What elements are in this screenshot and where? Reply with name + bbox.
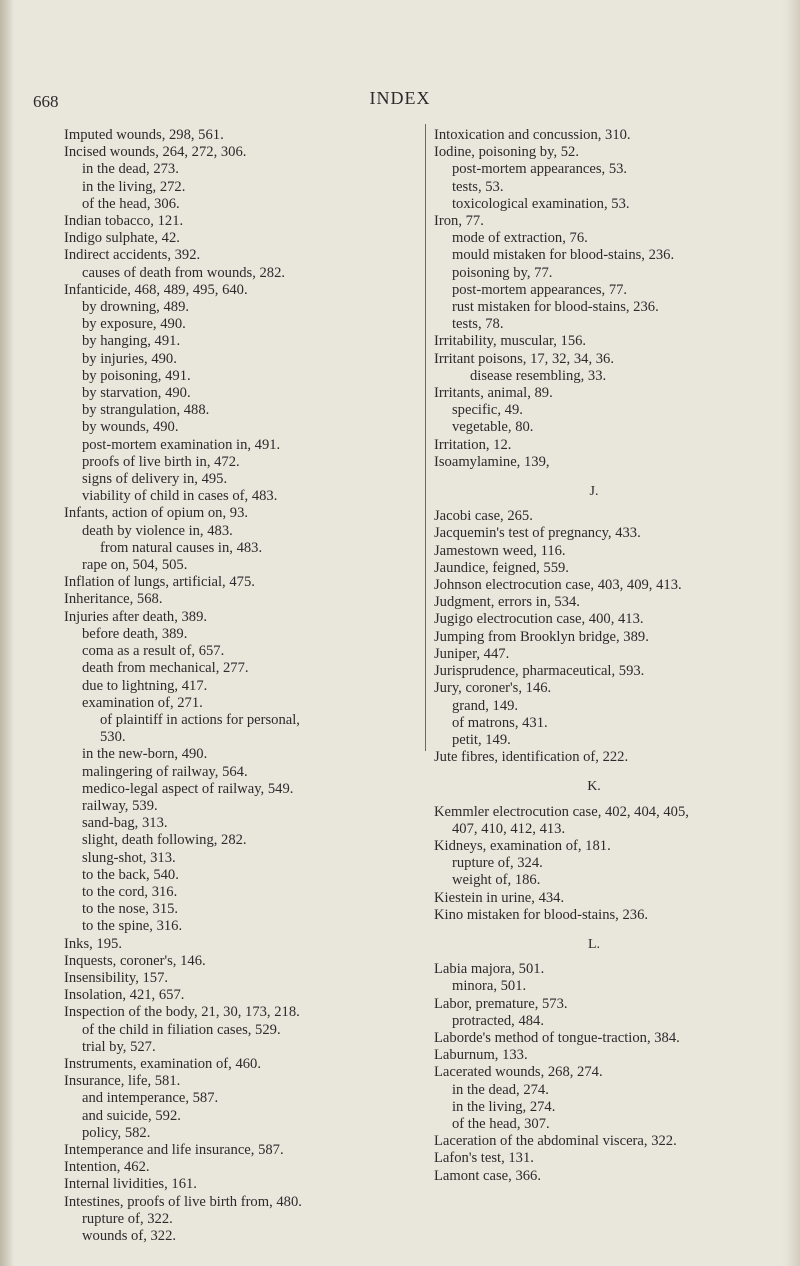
index-entry: Irritant poisons, 17, 32, 34, 36. (434, 350, 614, 367)
index-subentry: by hanging, 491. (82, 333, 181, 350)
index-subentry: rupture of, 322. (82, 1210, 173, 1227)
index-entry: Irritation, 12. (434, 436, 512, 453)
index-subentry: railway, 539. (82, 797, 158, 814)
section-letter: K. (587, 779, 601, 795)
index-subentry: slung-shot, 313. (82, 849, 176, 866)
index-entry: Indigo sulphate, 42. (64, 230, 180, 247)
index-subentry: trial by, 527. (82, 1038, 156, 1055)
index-subentry: policy, 582. (82, 1124, 151, 1141)
index-entry: Jacobi case, 265. (434, 508, 533, 525)
index-subentry: of plaintiff in actions for personal, (100, 711, 300, 728)
index-entry: Lamont case, 366. (434, 1167, 541, 1184)
index-subentry: wounds of, 322. (82, 1228, 177, 1244)
index-entry: Jacquemin's test of pregnancy, 433. (434, 525, 641, 542)
index-subentry: examination of, 271. (82, 694, 203, 711)
index-entry: Infants, action of opium on, 93. (64, 505, 249, 522)
index-entry: Juniper, 447. (434, 645, 510, 662)
index-entry: Jumping from Brooklyn bridge, 389. (434, 628, 649, 645)
index-subentry: in the living, 272. (82, 178, 186, 195)
index-entry: Laceration of the abdominal viscera, 322. (434, 1133, 677, 1150)
index-entry: Instruments, examination of, 460. (64, 1055, 261, 1072)
index-subentry: by starvation, 490. (82, 385, 191, 402)
index-entry: Insurance, life, 581. (64, 1073, 181, 1090)
index-entry: Incised wounds, 264, 272, 306. (64, 144, 247, 161)
index-subentry: due to lightning, 417. (82, 677, 208, 694)
index-subentry: in the living, 274. (452, 1098, 556, 1115)
index-subentry: by exposure, 490. (82, 316, 186, 333)
index-subentry: mould mistaken for blood-stains, 236. (452, 247, 675, 264)
index-entry: Inks, 195. (64, 935, 122, 952)
index-entry: Jury, coroner's, 146. (434, 680, 552, 697)
page-left-edge-shadow (0, 0, 14, 1266)
index-entry: Laborde's method of tongue-traction, 384. (434, 1029, 680, 1046)
index-subentry: medico-legal aspect of railway, 549. (82, 780, 294, 797)
index-subentry: by drowning, 489. (82, 299, 190, 316)
index-entry: Laburnum, 133. (434, 1047, 528, 1064)
index-entry: Injuries after death, 389. (64, 608, 208, 625)
index-subentry: death from mechanical, 277. (82, 660, 249, 677)
index-subentry: and intemperance, 587. (82, 1090, 219, 1107)
index-subentry: sand-bag, 313. (82, 815, 168, 832)
index-entry: Kidneys, examination of, 181. (434, 837, 611, 854)
index-entry: Inquests, coroner's, 146. (64, 952, 206, 969)
index-entry: Intoxication and concussion, 310. (434, 127, 631, 143)
index-subentry: by injuries, 490. (82, 350, 177, 367)
index-subentry: post-mortem appearances, 53. (452, 161, 628, 178)
index-subentry: specific, 49. (452, 402, 523, 419)
index-entry: Jurisprudence, pharmaceutical, 593. (434, 663, 645, 680)
index-entry: Insolation, 421, 657. (64, 987, 185, 1004)
index-entry: Infanticide, 468, 489, 495, 640. (64, 281, 248, 298)
index-subentry: weight of, 186. (452, 872, 541, 889)
index-entry: Isoamylamine, 139, (434, 453, 550, 470)
index-entry: Lafon's test, 131. (434, 1150, 534, 1167)
page-number: 668 (33, 92, 59, 111)
index-subentry: coma as a result of, 657. (82, 643, 225, 660)
index-entry: Kino mistaken for blood-stains, 236. (434, 906, 649, 923)
index-subentry: vegetable, 80. (452, 419, 534, 436)
index-entry: Kemmler electrocution case, 402, 404, 405, (434, 803, 689, 820)
index-subentry: signs of delivery in, 495. (82, 471, 228, 488)
index-subentry: post-mortem examination in, 491. (82, 436, 281, 453)
index-entry: Jamestown weed, 116. (434, 542, 566, 559)
index-entry: Intestines, proofs of live birth from, 480. (64, 1193, 302, 1210)
index-entry: Inflation of lungs, artificial, 475. (64, 574, 255, 591)
index-entry: Internal lividities, 161. (64, 1176, 197, 1193)
index-subentry: by poisoning, 491. (82, 367, 191, 384)
index-subentry: rape on, 504, 505. (82, 557, 188, 574)
index-subentry: rupture of, 324. (452, 855, 543, 872)
index-entry: Intention, 462. (64, 1159, 150, 1176)
index-subentry: malingering of railway, 564. (82, 763, 248, 780)
index-entry: Intemperance and life insurance, 587. (64, 1141, 284, 1158)
index-subentry: to the cord, 316. (82, 883, 178, 900)
index-subentry: post-mortem appearances, 77. (452, 281, 628, 298)
index-entry: Judgment, errors in, 534. (434, 594, 580, 611)
index-subentry: in the dead, 274. (452, 1081, 549, 1098)
section-letter: L. (587, 936, 601, 952)
index-subentry: before death, 389. (82, 625, 188, 642)
index-entry: Jaundice, feigned, 559. (434, 559, 569, 576)
index-entry: Jute fibres, identification of, 222. (434, 749, 629, 766)
running-head: INDEX (369, 88, 431, 108)
index-entry: Imputed wounds, 298, 561. (64, 127, 224, 143)
index-subentry: protracted, 484. (452, 1012, 544, 1029)
index-subentry: toxicological examination, 53. (452, 195, 630, 212)
index-entry: Indian tobacco, 121. (64, 213, 184, 230)
index-subentry: causes of death from wounds, 282. (82, 264, 286, 281)
column-divider (425, 124, 426, 751)
index-subentry: in the dead, 273. (82, 161, 179, 178)
index-subentry: and suicide, 592. (82, 1107, 181, 1124)
index-subentry: from natural causes in, 483. (100, 539, 263, 556)
index-subentry: poisoning by, 77. (452, 264, 553, 281)
index-subentry: to the nose, 315. (82, 901, 179, 918)
index-subentry: death by violence in, 483. (82, 522, 233, 539)
index-subentry: of the head, 307. (452, 1115, 550, 1132)
index-entry: Inheritance, 568. (64, 591, 163, 608)
index-subentry: viability of child in cases of, 483. (82, 488, 278, 505)
index-subentry: to the spine, 316. (82, 918, 183, 935)
index-subentry: mode of extraction, 76. (452, 230, 588, 247)
index-subentry: to the back, 540. (82, 866, 179, 883)
index-subentry: tests, 78. (452, 316, 504, 333)
index-subentry: in the new-born, 490. (82, 746, 208, 763)
index-entry: Insensibility, 157. (64, 969, 169, 986)
index-entry: Iodine, poisoning by, 52. (434, 144, 579, 161)
index-subentry: disease resembling, 33. (470, 367, 607, 384)
index-entry: Kiestein in urine, 434. (434, 889, 565, 906)
section-letter: J. (589, 484, 599, 500)
index-subentry: proofs of live birth in, 472. (82, 453, 240, 470)
index-subentry: of the head, 306. (82, 195, 180, 212)
index-entry: Johnson electrocution case, 403, 409, 413. (434, 577, 682, 594)
index-subentry: 407, 410, 412, 413. (452, 820, 566, 837)
index-subentry: by strangulation, 488. (82, 402, 210, 419)
index-entry: Jugigo electrocution case, 400, 413. (434, 611, 644, 628)
index-entry: Irritants, animal, 89. (434, 385, 553, 402)
index-subentry: of matrons, 431. (452, 714, 548, 731)
index-entry: Lacerated wounds, 268, 274. (434, 1064, 603, 1081)
index-subentry: grand, 149. (452, 697, 519, 714)
index-entry: Iron, 77. (434, 213, 484, 230)
index-subentry: of the child in filiation cases, 529. (82, 1021, 281, 1038)
index-entry: Irritability, muscular, 156. (434, 333, 587, 350)
index-column-right (434, 127, 794, 1185)
index-entry: Indirect accidents, 392. (64, 247, 201, 264)
index-subentry: 530. (100, 729, 126, 746)
index-subentry: tests, 53. (452, 178, 504, 195)
index-column-left (64, 127, 424, 1245)
index-subentry: slight, death following, 282. (82, 832, 247, 849)
index-subentry: minora, 501. (452, 978, 527, 995)
index-entry: Inspection of the body, 21, 30, 173, 218. (64, 1004, 300, 1021)
index-entry: Labia majora, 501. (434, 961, 545, 978)
index-subentry: by wounds, 490. (82, 419, 179, 436)
index-subentry: rust mistaken for blood-stains, 236. (452, 299, 659, 316)
index-subentry: petit, 149. (452, 731, 511, 748)
index-entry: Labor, premature, 573. (434, 995, 568, 1012)
